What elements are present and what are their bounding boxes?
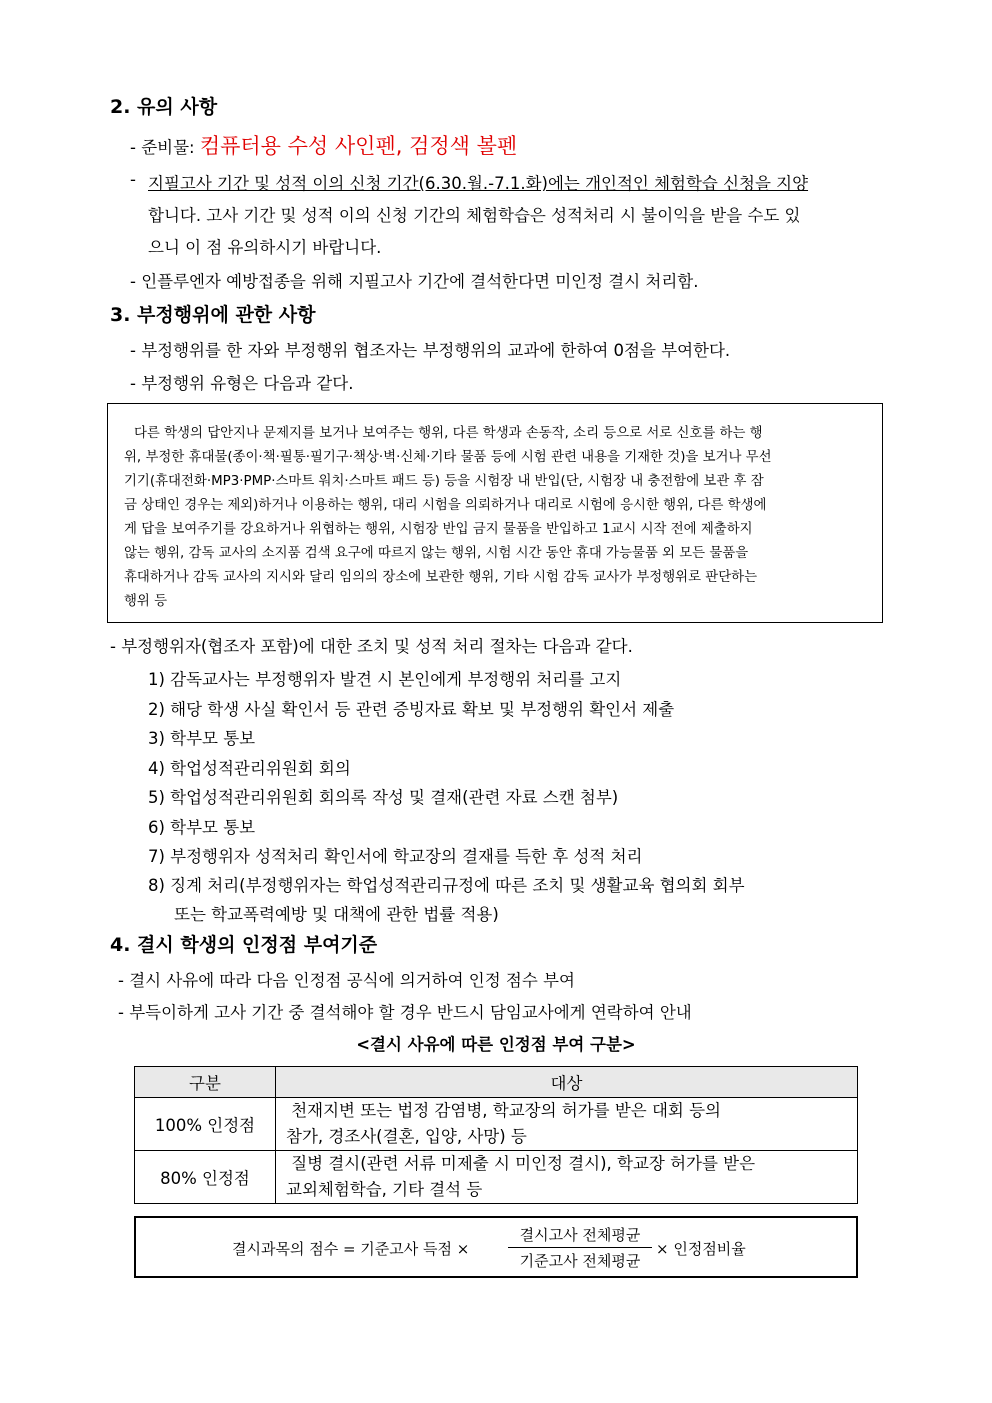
- formula-rhs: × 인정점비율: [656, 1240, 746, 1258]
- table-cell-target: [276, 1151, 858, 1204]
- procedure-step: 2) 해당 학생 사실 확인서 등 관련 증빙자료 확보 및 부정행위 확인서 제출: [148, 700, 675, 719]
- s3-line-2: - 부정행위 유형은 다음과 같다.: [130, 374, 354, 393]
- box-line: 않는 행위, 감독 교사의 소지품 검색 요구에 따르지 않는 행위, 시험 시간 동안 휴대 가능물품 외 모든 물품을: [124, 546, 749, 561]
- formula-numerator: 결시고사 전체평균: [508, 1224, 652, 1248]
- box-line: 위, 부정한 휴대물(종이·책·필통·필기구·책상·벽·신체·기타 물품 등에 시험 관련 내용을 기재한 것)을 보거나 무선: [124, 450, 772, 465]
- prep-line: [130, 130, 517, 160]
- procedure-step: 1) 감독교사는 부정행위자 발견 시 본인에게 부정행위 처리를 고지: [148, 670, 622, 689]
- target-line: 천재지변 또는 법정 감염병, 학교장의 허가를 받은 대회 등의: [286, 1101, 721, 1120]
- section-3-title: 3. 부정행위에 관한 사항: [110, 304, 316, 326]
- table-row: [135, 1151, 858, 1204]
- formula-lhs: 결시과목의 점수 = 기준고사 득점 ×: [232, 1240, 470, 1258]
- table-cell-target: [276, 1098, 858, 1151]
- recognition-score-table: [134, 1066, 858, 1204]
- procedure-step: 5) 학업성적관리위원회 회의록 작성 및 결재(관련 자료 스캔 첨부): [148, 788, 619, 807]
- formula-denominator: 기준고사 전체평균: [519, 1252, 641, 1270]
- prep-value: 컴퓨터용 수성 사인펜, 검정색 볼펜: [199, 134, 518, 158]
- prep-label: - 준비물:: [130, 138, 200, 157]
- procedure-step: 7) 부정행위자 성적처리 확인서에 학교장의 결재를 득한 후 성적 처리: [148, 847, 643, 866]
- box-line: 금 상태인 경우는 제외)하거나 이용하는 행위, 대리 시험을 의뢰하거나 대리로 시험에 응시한 행위, 다른 학생에: [124, 498, 767, 513]
- table-header-row: [135, 1067, 858, 1098]
- s3-line-1: - 부정행위를 한 자와 부정행위 협조자는 부정행위의 교과에 한하여 0점을 부여한다.: [130, 341, 731, 360]
- section-2-title: 2. 유의 사항: [110, 96, 218, 118]
- procedure-step: 3) 학부모 통보: [148, 729, 256, 748]
- box-line: 행위 등: [124, 594, 168, 609]
- table-cell-category: 80% 인정점: [135, 1151, 276, 1204]
- section-4-title: 4. 결시 학생의 인정점 부여기준: [110, 934, 378, 956]
- note-line-1: [148, 170, 898, 194]
- dash-marker: -: [130, 170, 136, 189]
- formula-fraction: [508, 1224, 652, 1271]
- procedure-step: 6) 학부모 통보: [148, 818, 256, 837]
- procedure-step-cont: 또는 학교폭력예방 및 대책에 관한 법률 적용): [174, 905, 499, 924]
- box-line: 기기(휴대전화·MP3·PMP·스마트 워치·스마트 패드 등) 등을 시험장 내 반입(단, 시험장 내 충전함에 보관 후 잠: [124, 474, 764, 489]
- target-line: 참가, 경조사(결혼, 입양, 사망) 등: [286, 1127, 527, 1146]
- box-line: 휴대하거나 감독 교사의 지시와 달리 임의의 장소에 보관한 행위, 기타 시험 감독 교사가 부정행위로 판단하는: [124, 570, 757, 585]
- s4-line-2: - 부득이하게 고사 기간 중 결석해야 할 경우 반드시 담임교사에게 연락하여 안내: [118, 1003, 692, 1022]
- procedure-intro: - 부정행위자(협조자 포함)에 대한 조치 및 성적 처리 절차는 다음과 같다.: [110, 637, 633, 656]
- target-line: 질병 결시(관련 서류 미제출 시 미인정 결시), 학교장 허가를 받은: [286, 1154, 756, 1173]
- procedure-step: 8) 징계 처리(부정행위자는 학업성적관리규정에 따른 조치 및 생활교육 협의회 회부: [148, 876, 745, 895]
- table-caption: <결시 사유에 따른 인정점 부여 구분>: [356, 1035, 636, 1054]
- target-line: 교외체험학습, 기타 결석 등: [286, 1180, 483, 1199]
- misconduct-types-box: [107, 403, 883, 623]
- table-cell-category: 100% 인정점: [135, 1098, 276, 1151]
- table-row: [135, 1098, 858, 1151]
- box-line: 게 답을 보여주기를 강요하거나 위협하는 행위, 시험장 반입 금지 물품을 반입하고 1교시 시작 전에 제출하지: [124, 522, 753, 537]
- note-line-1-cont-2: 으니 이 점 유의하시기 바랍니다.: [148, 238, 382, 257]
- procedure-step: 4) 학업성적관리위원회 회의: [148, 759, 351, 778]
- score-formula-box: [134, 1216, 858, 1278]
- box-line: 다른 학생의 답안지나 문제지를 보거나 보여주는 행위, 다른 학생과 손동작, 소리 등으로 서로 신호를 하는 행: [134, 426, 763, 441]
- table-header: 대상: [276, 1067, 858, 1098]
- note-line-2: - 인플루엔자 예방접종을 위해 지필고사 기간에 결석한다면 미인정 결시 처리함.: [130, 272, 699, 291]
- s4-line-1: - 결시 사유에 따라 다음 인정점 공식에 의거하여 인정 점수 부여: [118, 971, 575, 990]
- note-line-1-text: 지필고사 기간 및 성적 이의 신청 기간(6.30.월.-7.1.화)에는 개인적인 체험학습 신청을 지양: [148, 174, 809, 193]
- table-header: 구분: [135, 1067, 276, 1098]
- note-line-1-cont-1: 합니다. 고사 기간 및 성적 이의 신청 기간의 체험학습은 성적처리 시 불이익을 받을 수도 있: [148, 206, 801, 225]
